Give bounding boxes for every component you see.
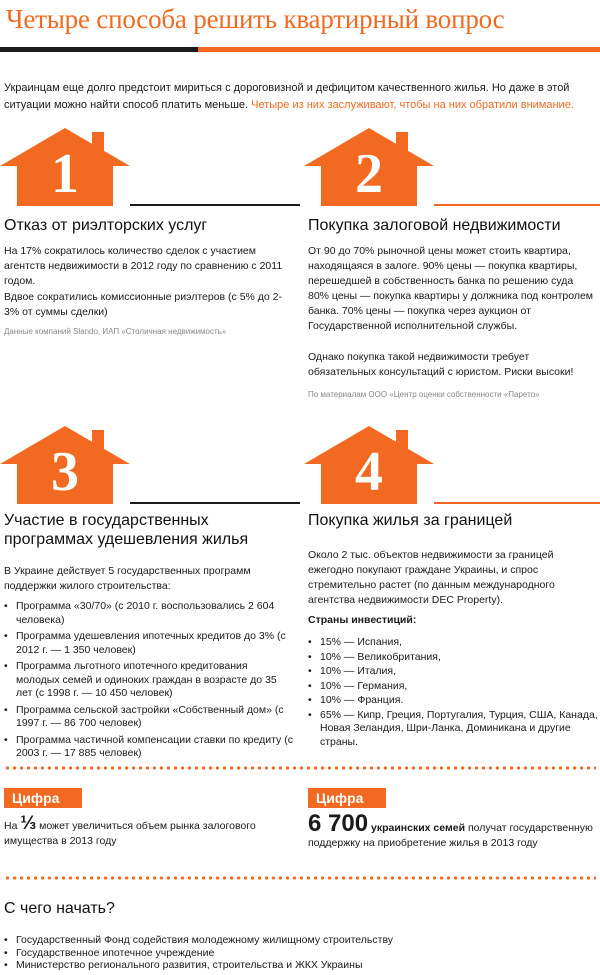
list-item: • 10% — Великобритания,	[308, 651, 598, 665]
section-source-1: Данные компаний Slando, ИАП «Столичная недвижимость»	[4, 327, 227, 336]
intro-highlight: Четыре из них заслуживают, чтобы на них обратили внимание.	[251, 99, 574, 111]
list-item: • 10% — Франция.	[308, 694, 598, 708]
section-heading-1: Отказ от риэлторских услуг	[4, 217, 208, 234]
figure-bold-2: украинских семей	[368, 822, 466, 834]
intro-text: Украинцам еще долго предстоит мириться с дороговизной и дефицитом качественного жилья. Но даже в этой ситуации можно найти способ платить меньше.	[4, 82, 570, 111]
house-icon-1	[0, 126, 130, 206]
start-list	[4, 934, 596, 972]
house-icon-3	[0, 424, 130, 504]
list-item: • Программа частичной компенсации ставки по кредиту (с 2003 г. — 17 885 человек)	[4, 734, 294, 761]
figure-text-1	[4, 814, 294, 849]
dotted-divider	[4, 876, 596, 880]
intro-paragraph	[4, 80, 596, 114]
figure-badge-2: Цифра	[308, 788, 386, 808]
list-item: • 65% — Кипр, Греция, Португалия, Турция, США, Канада, Новая Зеландия, Шри-Ланка, Доминикана и другие страны.	[308, 709, 598, 750]
section-divider-3	[130, 502, 300, 504]
section-heading-4: Покупка жилья за границей	[308, 512, 513, 529]
page-title: Четыре способа решить квартирный вопрос	[6, 4, 505, 34]
countries-subheading: Страны инвестиций:	[308, 614, 417, 626]
section-paragraph-4: Около 2 тыс. объектов недвижимости за границей ежегодно покупают граждане Украины, и спрос стремительно растет (по данным международного агентства недвижимости DEC Property).	[308, 549, 555, 606]
list-item: • Государственный Фонд содействия молодежному жилищному строительству	[4, 934, 596, 947]
title-underline	[0, 47, 600, 52]
list-item: • Государственное ипотечное учреждение	[4, 947, 596, 960]
start-heading: С чего начать?	[4, 900, 115, 917]
section-paragraph-3: В Украине действует 5 государственных программ поддержки жилого строительства:	[4, 565, 251, 592]
section-divider-2	[434, 204, 600, 206]
section-heading-3-line2: программах удешевления жилья	[4, 531, 249, 548]
figure-badge-1: Цифра	[4, 788, 82, 808]
figure-desc-1: может увеличиться объем рынка залогового имущества в 2013 году	[4, 820, 256, 847]
section-heading-3	[4, 511, 294, 549]
house-icon-2	[304, 126, 434, 206]
list-item: • Министерство регионального развития, строительства и ЖКХ Украины	[4, 959, 596, 972]
section-paragraph-2b: Однако покупка такой недвижимости требует обязательных консультаций с юристом. Риски высоки!	[308, 351, 574, 378]
figure-value-1: ⅓	[20, 813, 37, 834]
section-number-1: 1	[51, 143, 79, 205]
section-number-3: 3	[51, 441, 79, 503]
figure-text-2	[308, 810, 598, 851]
section-heading-3-line1: Участие в государственных	[4, 512, 209, 529]
list-item: • Программа удешевления ипотечных кредитов до 3% (с 2012 г. — 1 350 человек)	[4, 630, 294, 657]
list-item: • Программа «30/70» (с 2010 г. воспользовались 2 604 человека)	[4, 600, 294, 627]
section-paragraph-2a: От 90 до 70% рыночной цены может стоить квартира, находящаяся в залоге. 90% цены — покупка квартиры, перешедшей в собственность банка по решению суда 80% цены — покупка квартиры у должника под контролем банка. 70% цены — покупка через аукцион от Государственной исполнительной службы.	[308, 245, 594, 332]
countries-list	[308, 636, 598, 750]
section-number-4: 4	[355, 441, 383, 503]
section-paragraph-1b: Вдвое сократились комиссионные риэлтеров (с 5% до 2-3% от суммы сделки)	[4, 291, 283, 318]
list-item: • 10% — Италия,	[308, 665, 598, 679]
list-item: • 10% — Германия,	[308, 680, 598, 694]
section-source-2: По материалам ООО «Центр оценки собственности «Парето»	[308, 390, 540, 399]
section-divider-1	[130, 204, 300, 206]
list-item: • Программа льготного ипотечного кредитования молодых семей и одиноких граждан в возрасте до 35 лет (с 1998 г. — 10 450 человек)	[4, 660, 294, 701]
section-number-2: 2	[355, 143, 383, 205]
dotted-divider	[4, 766, 596, 770]
section-divider-4	[434, 502, 600, 504]
list-item: • Программа сельской застройки «Собственный дом» (с 1997 г. — 86 700 человек)	[4, 704, 294, 731]
house-icon-4	[304, 424, 434, 504]
figure-value-2: 6 700	[308, 810, 369, 837]
figure-desc-2: получат государственную поддержку на приобретение жилья в 2013 году	[308, 822, 593, 849]
section-paragraph-1a: На 17% сократилось количество сделок с участием агентств недвижимости в 2012 году по сравнению с 2011 годом.	[4, 245, 283, 287]
list-item: • 15% — Испания,	[308, 636, 598, 650]
figure-pre-1: На	[4, 820, 21, 832]
programs-list	[4, 600, 294, 764]
section-heading-2: Покупка залоговой недвижимости	[308, 217, 561, 234]
